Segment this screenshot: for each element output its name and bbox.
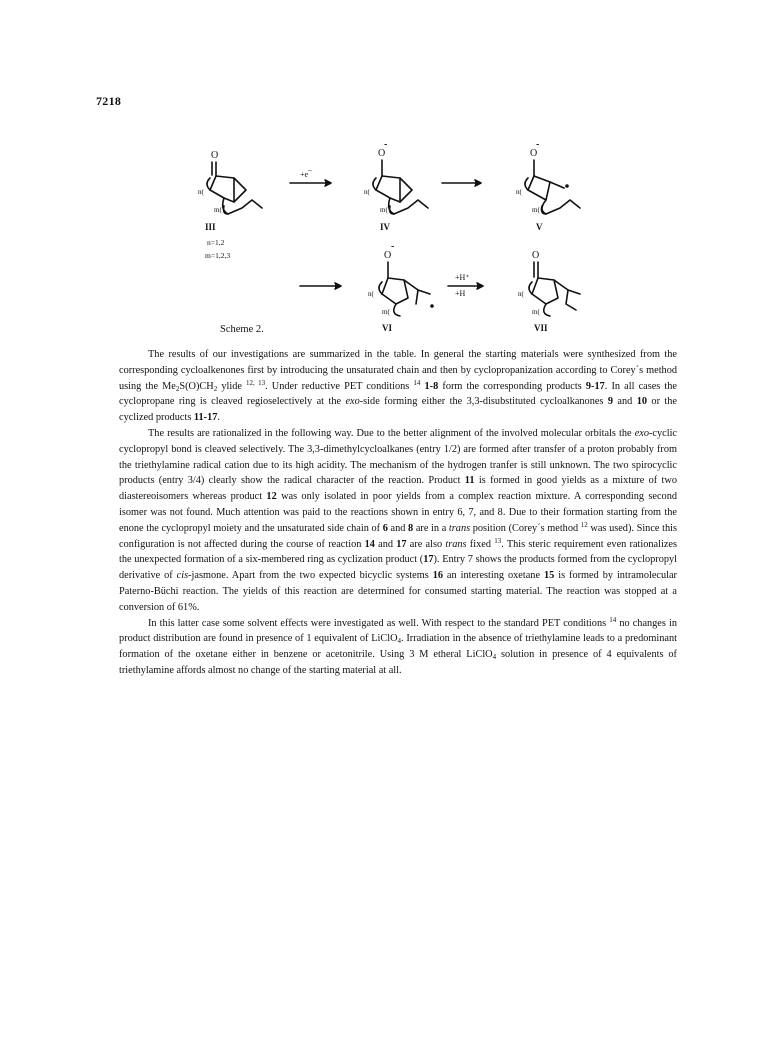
svg-text:O: O (530, 148, 538, 159)
svg-text:-: - (391, 241, 395, 252)
paragraph-3: In this latter case some solvent effects were investigated as well. With respect to the standard PET conditions $^{14}$ no changes in product distribution are found in presence of 1 equivalent of LiClO$_4$. Irradiation in the absence of triethylamine leads to a predominant formation of the oxetane either in benzene or acetonitrile. Using 3 M etheral LiClO$_4$ solution in presence of 4 equivalents of triethylamine affords almost no change of the starting material at all. (119, 615, 678, 676)
svg-text:-: - (384, 139, 388, 150)
label-III: III (205, 222, 216, 232)
svg-text:n(: n( (198, 188, 204, 196)
svg-text:n(: n( (516, 188, 522, 196)
svg-text:n(: n( (364, 188, 370, 196)
scheme-caption: Scheme 2. (220, 324, 264, 335)
svg-text:O: O (384, 250, 392, 261)
label-n-values: n=1,2 (207, 238, 225, 247)
paragraph-2: The results are rationalized in the following way. Due to the better alignment of the involved molecular orbitals the exo-cyclic cyclopropyl bond is cleaved selectively. The 3,3-dimethylcycloalkanes (entry 1/2) are formed after transfer of a proton probably from the triethylamine radical cation due to its high acidity. The mechanism of the hydrogen tranfer is still unknown. The two spirocyclic products (entry 3/4) clearly show the radical character of the reaction. Product 11 is formed in good yields as a mixture of two diastereoisomers whereas product 12 was only isolated in poor yields from a complex reaction mixture. A corresponding second isomer was not found. Much attention was paid to the reactions shown in entry 6, 7, and 8. Due to their formation starting from the enone the cyclopropyl moiety and the unsaturated side chain of 6 and 8 are in a trans position (Corey´s method $^{12}$ was used). Since this configuration is not affected during the course of reaction 14 and 17 are also trans fixed $^{13}$. This steric requirement even rationalizes the unexpected formation of a six-membered ring as cyclization product (17). Entry 7 shows the products formed from the cyclopropyl derivative of cis-jasmone. Apart from the two expected bicyclic systems 16 an interesting oxetane 15 is formed by intramolecular Paterno-Büchi reaction. The yields of this reaction are determined for consumed starting material. The reaction was stopped at a conversion of 61%. (119, 427, 678, 613)
body-text (119, 347, 677, 679)
page-number: 7218 (96, 94, 122, 108)
reaction-scheme (150, 138, 630, 343)
arrow-proton-label: +H⁺ (455, 273, 470, 282)
svg-text:m(: m( (214, 206, 222, 214)
svg-text:m(: m( (382, 308, 390, 316)
paragraph-1: The results of our investigations are summarized in the table. In general the starting materials were synthesized from the corresponding cycloalkenones first by introducing the unsaturated chain and then by cyclopropanization according to Corey´s method using the $Me_2S(O)CH_2$ ylide $^{12, 13}$. Under reductive PET conditions $^{14}$ 1-8 form the corresponding products 9-17. In all cases the cyclopropane ring is cleaved regioselectively at the exo-side forming either the 3,3-disubstituted cycloalkanones 9 and 10 or the cyclized products 11-17. (119, 349, 678, 424)
arrow-hydrogen-label: +H (455, 289, 466, 298)
label-IV: IV (380, 222, 391, 232)
svg-text:n(: n( (518, 290, 524, 298)
svg-text:m(: m( (532, 308, 540, 316)
svg-text:O: O (532, 250, 540, 261)
svg-text:m(: m( (532, 206, 540, 214)
svg-text:-: - (536, 139, 540, 150)
label-VI: VI (382, 323, 393, 333)
scheme-drawing (150, 138, 630, 343)
svg-text:n(: n( (368, 290, 374, 298)
arrow-electron-label: +e¯ (300, 170, 313, 179)
svg-text:O: O (211, 150, 219, 161)
svg-text:m(: m( (380, 206, 388, 214)
label-m-values: m=1,2,3 (205, 251, 231, 260)
label-VII: VII (534, 323, 548, 333)
label-V: V (536, 222, 543, 232)
svg-text:O: O (378, 148, 386, 159)
